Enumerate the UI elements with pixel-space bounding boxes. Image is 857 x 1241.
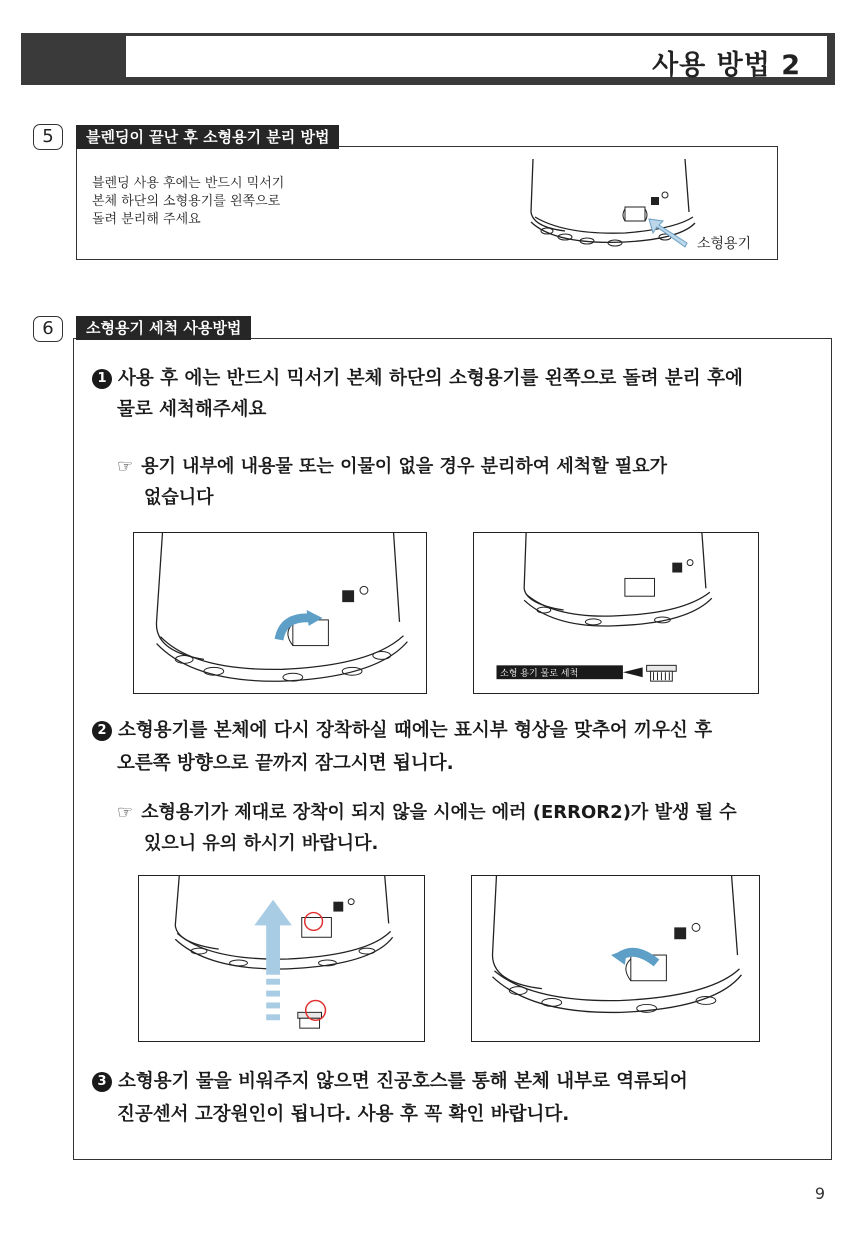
section-5-title: 블렌딩이 끝난 후 소형용기 분리 방법 <box>76 125 339 149</box>
wash-label: 소형 용기 물로 세척 <box>500 669 579 679</box>
step-marker: 2 <box>92 721 112 741</box>
step-2-note-line-2: 있으니 유의 하시기 바랍니다. <box>144 833 379 854</box>
pointing-hand-icon: ☞ <box>117 802 134 823</box>
step-marker: 1 <box>92 369 112 389</box>
step-3 <box>92 1067 688 1097</box>
pointing-hand-icon: ☞ <box>117 456 134 477</box>
header-dark-block <box>21 33 125 85</box>
step-text: 소형용기 물을 비워주지 않으면 진공호스를 통해 본체 내부로 역류되어 <box>118 1071 688 1092</box>
step-text: 사용 후 에는 반드시 믹서기 본체 하단의 소형용기를 왼쪽으로 돌려 분리 후에 <box>118 368 743 389</box>
step-3-line-2: 진공센서 고장원인이 됩니다. 사용 후 꼭 확인 바랍니다. <box>117 1104 570 1125</box>
step-1-note <box>117 452 667 482</box>
step-2-illustration-right <box>471 875 760 1042</box>
step-2-line-2: 오른쪽 방향으로 끝까지 잠그시면 됩니다. <box>117 753 454 774</box>
attach-container-illustration <box>139 876 424 1041</box>
step-2-illustration-left <box>138 875 425 1042</box>
page-title: 사용 방법 2 <box>652 50 801 81</box>
section-number-5: 5 <box>33 124 63 150</box>
description-line: 돌려 분리해 주세요 <box>92 212 201 227</box>
step-1-line-2: 물로 세척해주세요 <box>117 399 267 420</box>
step-1 <box>92 364 743 394</box>
section-number-6: 6 <box>33 316 63 342</box>
step-marker: 3 <box>92 1072 112 1092</box>
page-number: 9 <box>814 1184 825 1203</box>
section-6-title: 소형용기 세척 사용방법 <box>76 316 251 340</box>
note-text: 소형용기가 제대로 장착이 되지 않을 시에는 에러 (ERROR2)가 발생 될 수 <box>141 802 737 823</box>
step-1-note-line-2: 없습니다 <box>144 487 214 508</box>
section-5-box <box>76 146 778 260</box>
description-line: 본체 하단의 소형용기를 왼쪽으로 <box>92 194 281 209</box>
description-line: 블렌딩 사용 후에는 반드시 믹서기 <box>92 176 285 191</box>
step-2 <box>92 716 712 746</box>
header-bar <box>123 33 835 85</box>
rotate-container-illustration <box>134 533 426 693</box>
step-2-note <box>117 798 737 828</box>
lock-container-illustration <box>472 876 759 1041</box>
step-1-illustration-right <box>473 532 759 694</box>
section-5-description <box>92 175 284 229</box>
container-label: 소형용기 <box>697 236 752 252</box>
step-text: 소형용기를 본체에 다시 장착하실 때에는 표시부 형상을 맞추어 끼우신 후 <box>118 720 713 741</box>
note-text: 용기 내부에 내용물 또는 이물이 없을 경우 분리하여 세척할 필요가 <box>141 456 668 477</box>
step-1-illustration-left <box>133 532 427 694</box>
